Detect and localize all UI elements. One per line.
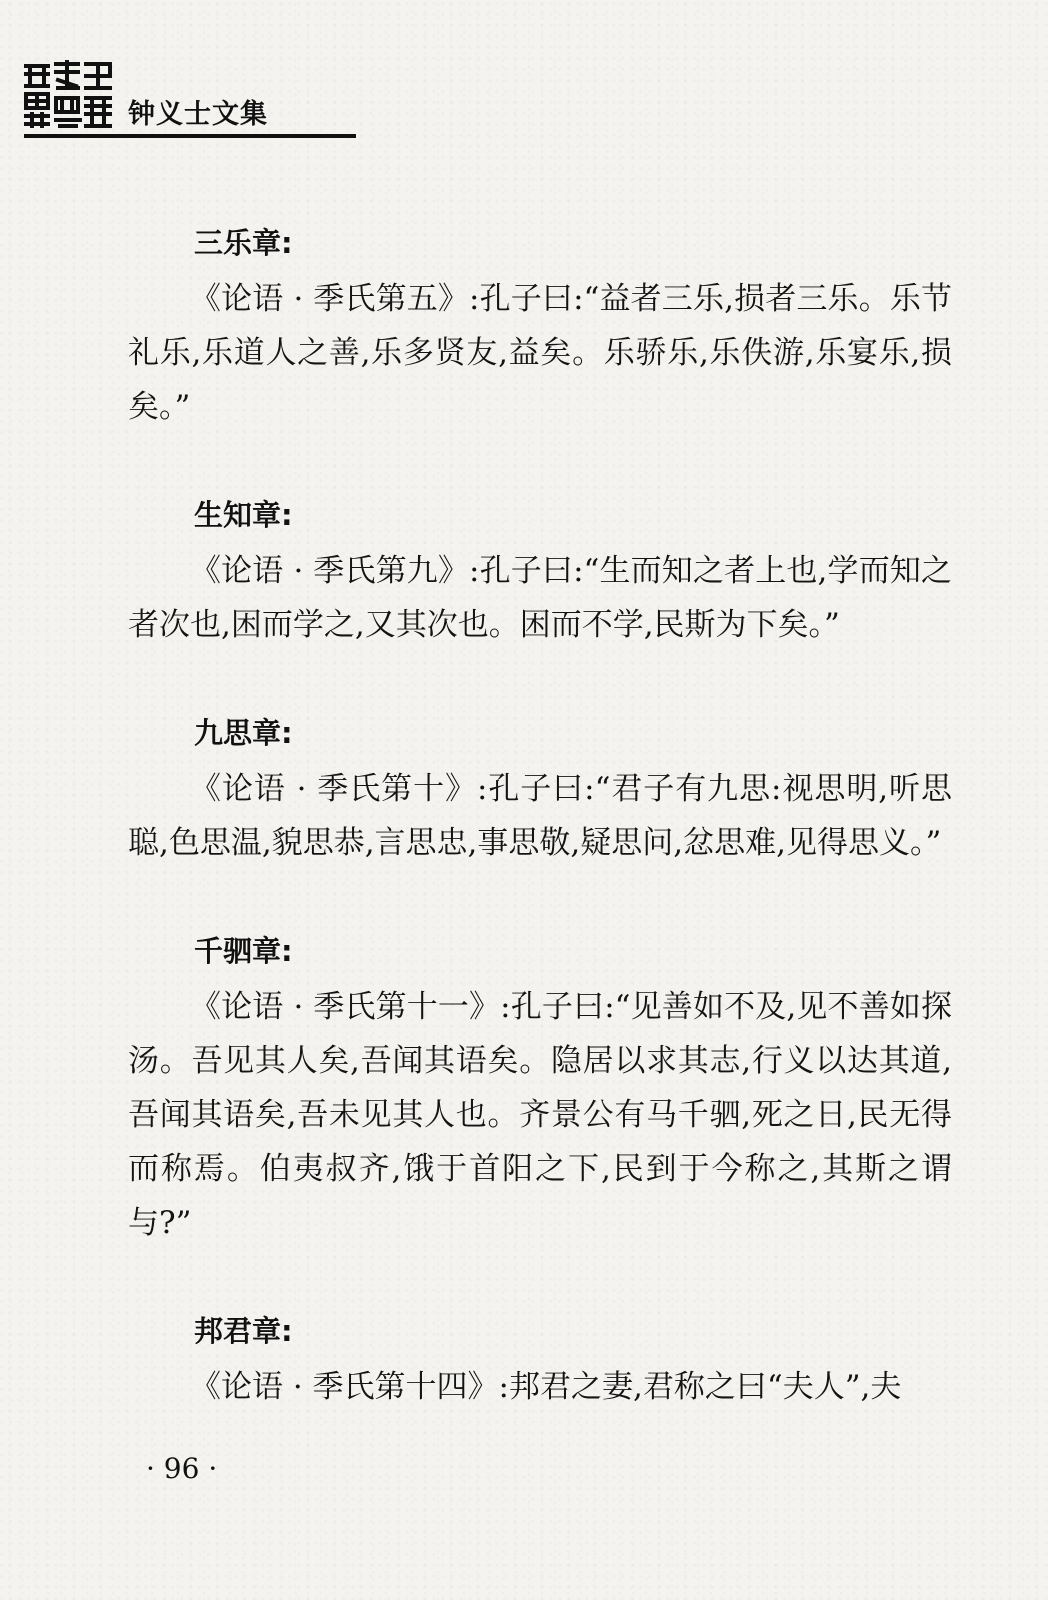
section-bang-jun — [128, 1308, 952, 1414]
section-sheng-zhi — [128, 492, 952, 652]
section-title: 邦君章: — [194, 1314, 293, 1348]
header-rule — [24, 134, 356, 138]
section-qian-si — [128, 928, 952, 1250]
page-number: · 96 · — [146, 1452, 218, 1485]
section-title: 千驷章: — [194, 934, 293, 968]
section-body: 《论语 · 季氏第五》:孔子曰:“益者三乐,损者三乐。乐节礼乐,乐道人之善,乐多贤友,益矣。乐骄乐,乐佚游,乐宴乐,损矣。” — [128, 281, 952, 425]
section-title: 生知章: — [194, 498, 293, 532]
section-body: 《论语 · 季氏第十》:孔子曰:“君子有九思:视思明,听思聪,色思温,貌思恭,言思忠,事思敬,疑思问,忿思难,见得思义。” — [128, 771, 952, 861]
section-title: 九思章: — [194, 716, 293, 750]
section-jiu-si — [128, 710, 952, 870]
main-content — [128, 220, 952, 1472]
section-body: 《论语 · 季氏第十一》:孔子曰:“见善如不及,见不善如探汤。吾见其人矣,吾闻其语矣。隐居以求其志,行义以达其道,吾闻其语矣,吾未见其人也。齐景公有马千驷,死之日,民无得而称焉。伯夷叔齐,饿于首阳之下,民到于今称之,其斯之谓与?” — [128, 989, 952, 1241]
section-san-le — [128, 220, 952, 434]
book-title: 钟义士文集 — [128, 99, 268, 130]
section-title: 三乐章: — [194, 226, 293, 260]
section-body: 《论语 · 季氏第九》:孔子曰:“生而知之者上也,学而知之者次也,困而学之,又其次也。困而不学,民斯为下矣。” — [128, 553, 952, 643]
section-body: 《论语 · 季氏第十四》:邦君之妻,君称之曰“夫人”,夫 — [190, 1369, 902, 1405]
seal-logo-icon — [22, 58, 114, 130]
